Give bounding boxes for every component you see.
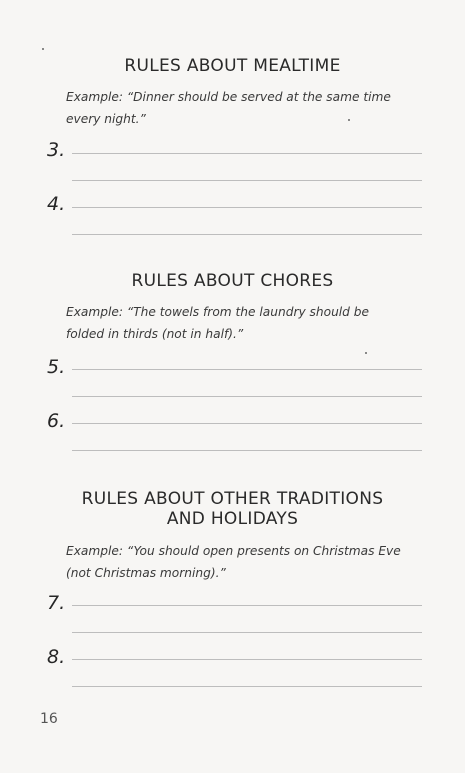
answer-line-6b[interactable] (72, 450, 422, 451)
answer-line-4a[interactable] (72, 207, 422, 208)
item-number-7: 7. (47, 592, 66, 614)
answer-line-8a[interactable] (72, 659, 422, 660)
answer-line-8b[interactable] (72, 686, 422, 687)
print-speck (365, 352, 367, 354)
item-number-3: 3. (47, 139, 66, 161)
answer-line-5b[interactable] (72, 396, 422, 397)
print-speck (348, 119, 350, 121)
item-number-8: 8. (47, 646, 66, 668)
answer-line-4b[interactable] (72, 234, 422, 235)
answer-line-3a[interactable] (72, 153, 422, 154)
section-heading-mealtime: RULES ABOUT MEALTIME (124, 56, 341, 76)
section-heading-chores: RULES ABOUT CHORES (131, 271, 334, 291)
answer-line-7a[interactable] (72, 605, 422, 606)
page-number: 16 (40, 711, 58, 727)
item-number-5: 5. (47, 356, 66, 378)
example-chores: Example: “The towels from the laundry should be folded in thirds (not in half).” (66, 305, 370, 341)
print-speck (42, 48, 44, 50)
example-mealtime: Example: “Dinner should be served at the same time every night.” (66, 90, 391, 126)
section-heading-traditions-line1: RULES ABOUT OTHER TRADITIONS (81, 489, 384, 509)
answer-line-6a[interactable] (72, 423, 422, 424)
section-heading-traditions-line2: AND HOLIDAYS (166, 509, 299, 529)
answer-line-3b[interactable] (72, 180, 422, 181)
answer-line-7b[interactable] (72, 632, 422, 633)
item-number-4: 4. (47, 193, 66, 215)
item-number-6: 6. (47, 410, 66, 432)
answer-line-5a[interactable] (72, 369, 422, 370)
example-traditions: Example: “You should open presents on Christmas Eve (not Christmas morning).” (66, 544, 401, 580)
